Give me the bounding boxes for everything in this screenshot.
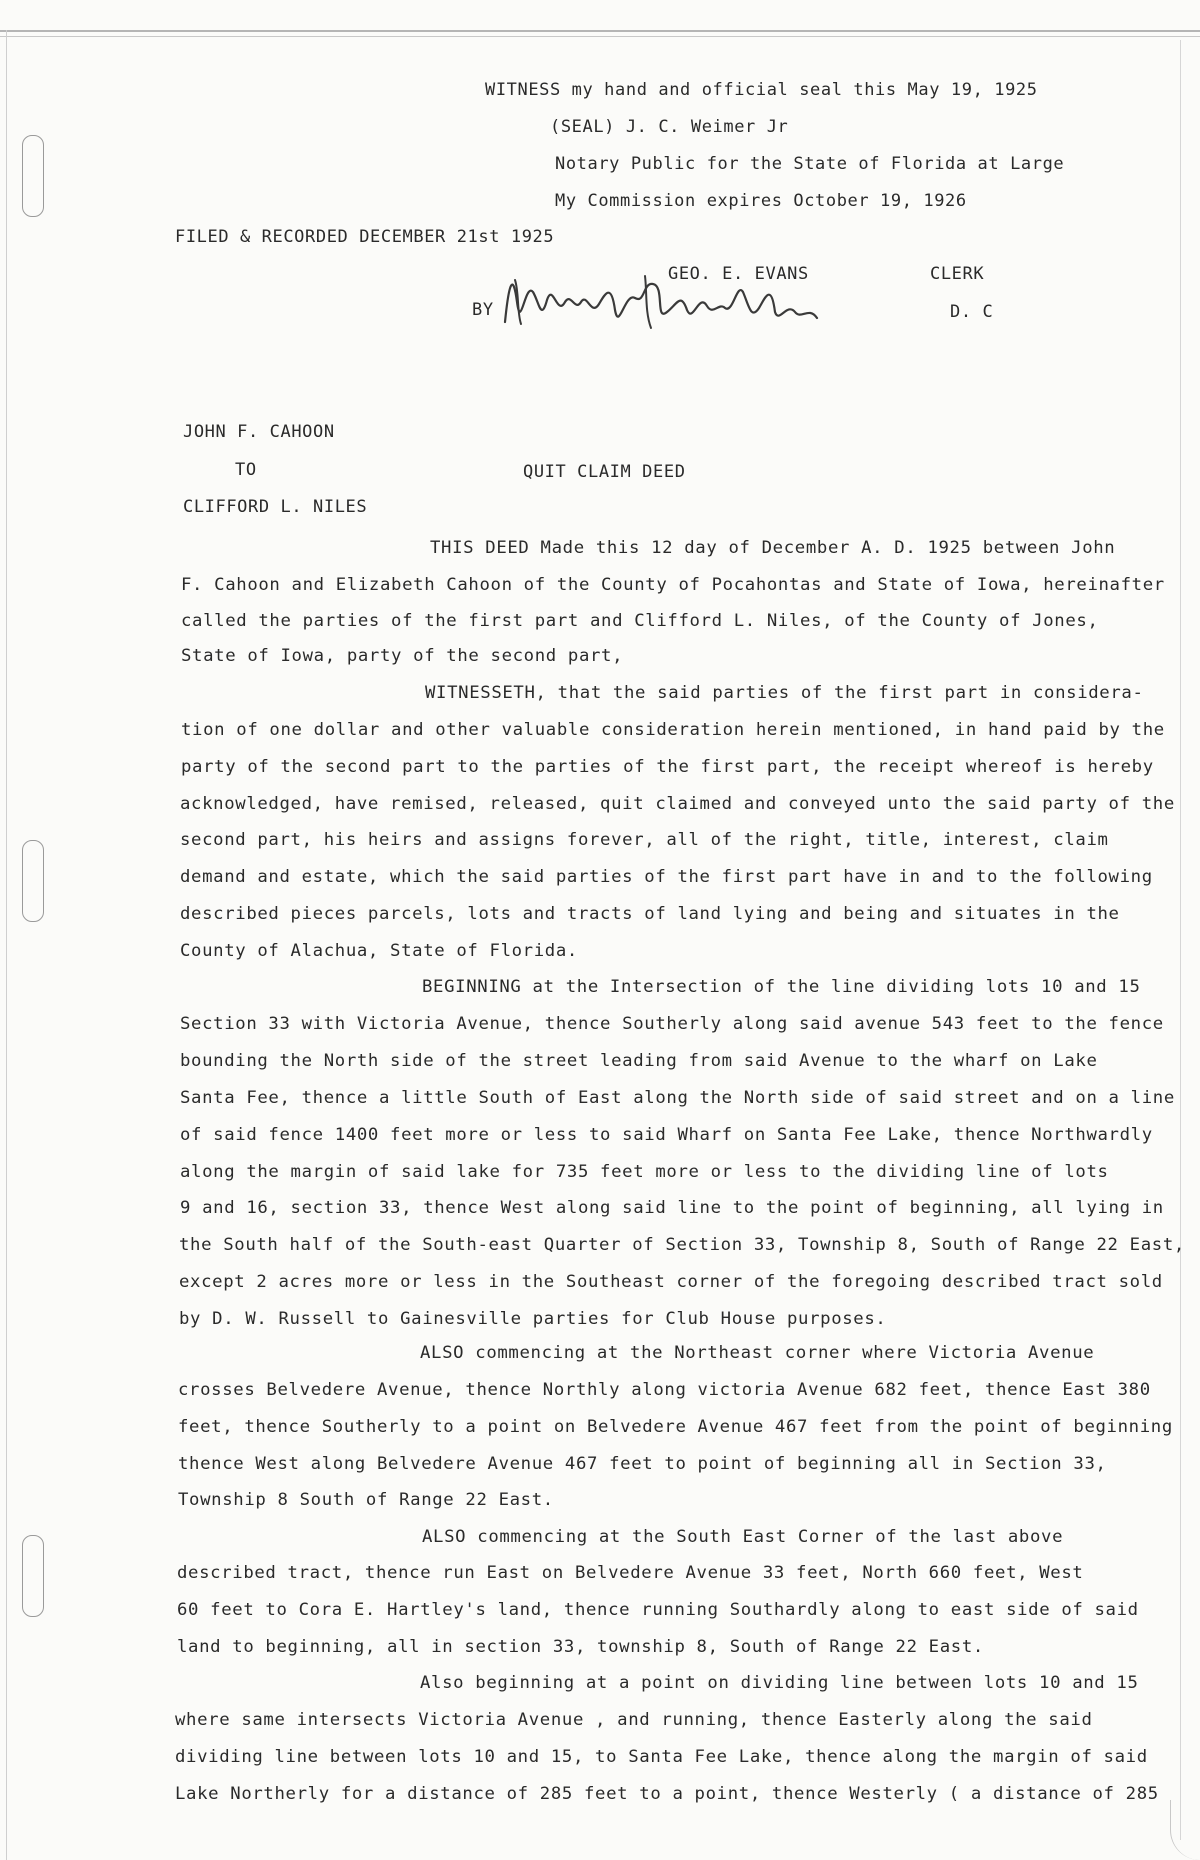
deed-line-3: called the parties of the first part and Clifford L. Niles, of the County of Jones, xyxy=(181,611,1099,631)
deed-line-8: acknowledged, have remised, released, quit claimed and conveyed unto the said party of the xyxy=(180,794,1175,814)
deed-line-12: County of Alachua, State of Florida. xyxy=(180,941,578,961)
deed-line-4: State of Iowa, party of the second part, xyxy=(181,646,624,666)
to-label: TO xyxy=(235,460,257,480)
notary-seal-line: (SEAL) J. C. Weimer Jr xyxy=(550,117,789,137)
deed-line-10: demand and estate, which the said parties of the first part have in and to the following xyxy=(180,867,1153,887)
deed-line-20: the South half of the South-east Quarter of Section 33, Township 8, South of Range 22 East, xyxy=(179,1235,1185,1255)
deed-line-31: land to beginning, all in section 33, township 8, South of Range 22 East. xyxy=(177,1637,984,1657)
deed-line-27: Township 8 South of Range 22 East. xyxy=(178,1490,554,1510)
clerk-title: CLERK xyxy=(930,264,985,284)
binder-hole-top xyxy=(22,135,44,217)
notary-title-line: Notary Public for the State of Florida at Large xyxy=(555,154,1065,174)
deed-line-23: ALSO commencing at the Northeast corner where Victoria Avenue xyxy=(420,1343,1095,1363)
deed-line-14: Section 33 with Victoria Avenue, thence Southerly along said avenue 543 feet to the fence xyxy=(180,1014,1164,1034)
deed-line-7: party of the second part to the parties of the first part, the receipt whereof is hereby xyxy=(181,757,1154,777)
deed-line-15: bounding the North side of the street leading from said Avenue to the wharf on Lake xyxy=(180,1051,1098,1071)
page-top-border xyxy=(0,30,1200,32)
by-label: BY xyxy=(472,300,494,320)
deed-line-17: of said fence 1400 feet more or less to said Wharf on Santa Fee Lake, thence Northwardly xyxy=(180,1125,1153,1145)
deed-line-13: BEGINNING at the Intersection of the line dividing lots 10 and 15 xyxy=(422,977,1141,997)
deputy-clerk-label: D. C xyxy=(950,302,994,322)
page-right-edge xyxy=(1180,40,1181,1840)
deed-line-22: by D. W. Russell to Gainesville parties for Club House purposes. xyxy=(179,1309,887,1329)
deed-line-6: tion of one dollar and other valuable consideration herein mentioned, in hand paid by the xyxy=(181,720,1165,740)
deed-line-16: Santa Fee, thence a little South of East along the North side of said street and on a line xyxy=(180,1088,1175,1108)
deed-line-9: second part, his heirs and assigns forever, all of the right, title, interest, claim xyxy=(180,830,1109,850)
deed-line-5: WITNESSETH, that the said parties of the first part in considera- xyxy=(425,683,1144,703)
deed-line-29: described tract, thence run East on Belvedere Avenue 33 feet, North 660 feet, West xyxy=(177,1563,1084,1583)
deed-line-24: crosses Belvedere Avenue, thence Northly along victoria Avenue 682 feet, thence East 380 xyxy=(178,1380,1151,1400)
deed-line-26: thence West along Belvedere Avenue 467 feet to point of beginning all in Section 33, xyxy=(178,1454,1107,1474)
binder-hole-middle xyxy=(22,840,44,922)
deed-line-30: 60 feet to Cora E. Hartley's land, thence running Southardly along to east side of said xyxy=(177,1600,1139,1620)
deed-line-2: F. Cahoon and Elizabeth Cahoon of the County of Pocahontas and State of Iowa, hereinafter xyxy=(181,575,1165,595)
filed-recorded-line: FILED & RECORDED DECEMBER 21st 1925 xyxy=(175,227,555,247)
deed-line-18: along the margin of said lake for 735 feet more or less to the dividing line of lots xyxy=(180,1162,1109,1182)
deed-line-11: described pieces parcels, lots and tracts of land lying and being and situates in the xyxy=(180,904,1120,924)
grantee-name: CLIFFORD L. NILES xyxy=(183,497,368,517)
grantor-name: JOHN F. CAHOON xyxy=(183,422,335,442)
deed-line-25: feet, thence Southerly to a point on Belvedere Avenue 467 feet from the point of beginning xyxy=(178,1417,1173,1437)
deed-line-34: dividing line between lots 10 and 15, to Santa Fee Lake, thence along the margin of said xyxy=(175,1747,1148,1767)
deed-line-1: THIS DEED Made this 12 day of December A. D. 1925 between John xyxy=(430,538,1116,558)
page-curled-corner xyxy=(1170,1800,1200,1860)
deed-line-28: ALSO commencing at the South East Corner of the last above xyxy=(422,1527,1064,1547)
notary-witness-line: WITNESS my hand and official seal this May 19, 1925 xyxy=(485,80,1038,100)
page-left-edge xyxy=(6,30,7,1860)
notary-commission-line: My Commission expires October 19, 1926 xyxy=(555,191,967,211)
deed-title: QUIT CLAIM DEED xyxy=(523,462,686,482)
binder-hole-bottom xyxy=(22,1535,44,1617)
deed-line-35: Lake Northerly for a distance of 285 feet to a point, thence Westerly ( a distance of 285 xyxy=(175,1784,1159,1804)
deed-line-32: Also beginning at a point on dividing line between lots 10 and 15 xyxy=(420,1673,1139,1693)
deed-line-19: 9 and 16, section 33, thence West along said line to the point of beginning, all lying in xyxy=(180,1198,1164,1218)
clerk-name: GEO. E. EVANS xyxy=(668,264,809,284)
deed-line-21: except 2 acres more or less in the Southeast corner of the foregoing described tract sold xyxy=(179,1272,1163,1292)
deed-line-33: where same intersects Victoria Avenue , and running, thence Easterly along the said xyxy=(175,1710,1093,1730)
page-top-border-inner xyxy=(0,36,1200,37)
handwritten-signature xyxy=(495,262,835,342)
